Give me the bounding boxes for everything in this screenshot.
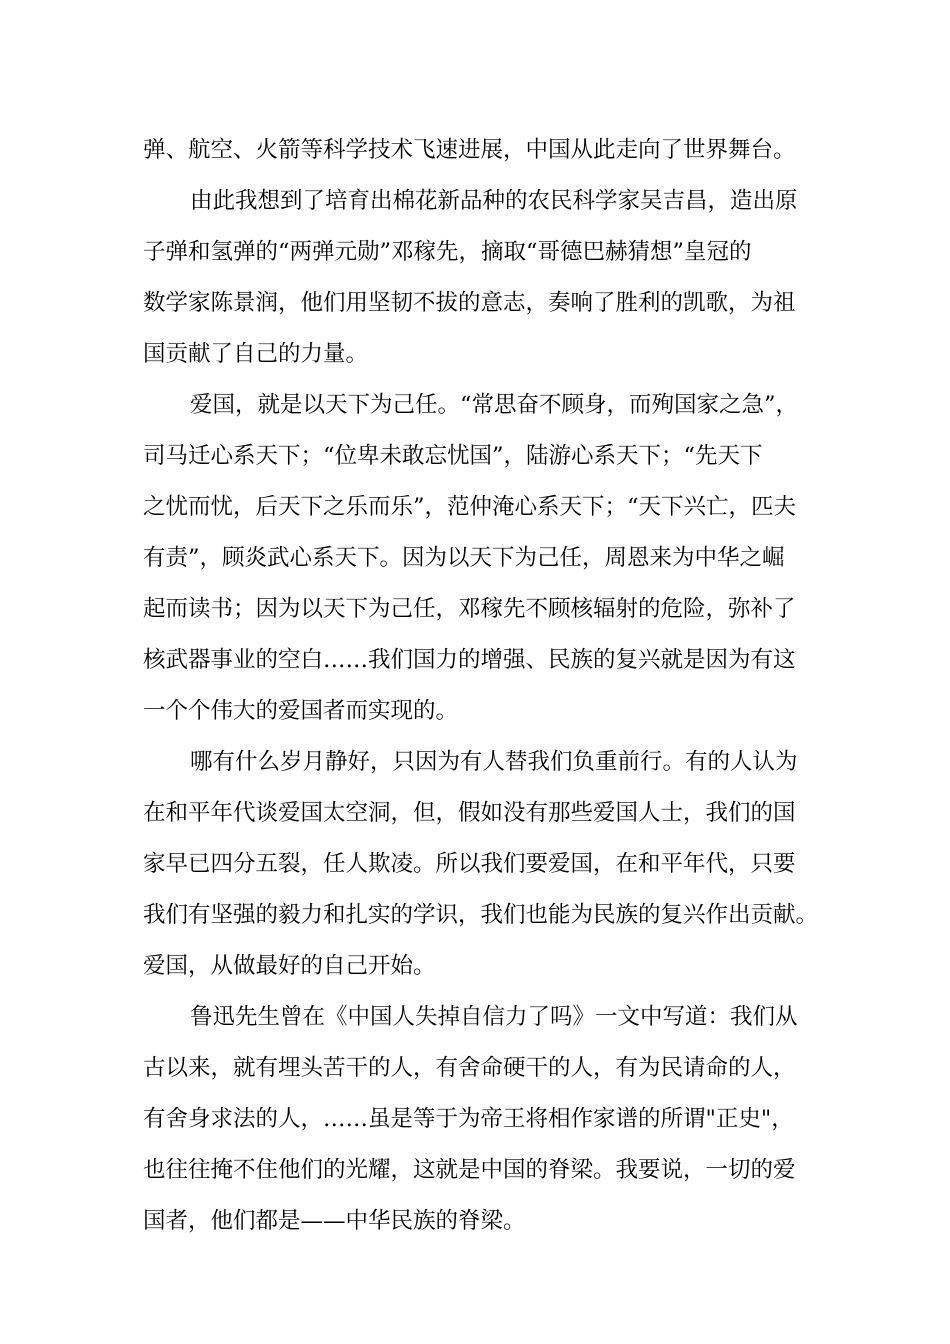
text-line-6: 爱国，就是以天下为己任。“常思奋不顾身，而殉国家之急”， <box>190 392 799 418</box>
text-line-11: 核武器事业的空白……我们国力的增强、民族的复兴就是因为有这 <box>143 647 796 673</box>
text-line-15: 家早已四分五裂，任人欺凌。所以我们要爱国，在和平年代，只要 <box>143 851 796 877</box>
text-line-7: 司马迁心系天下；“位卑未敢忘忧国”，陆游心系天下；“先天下 <box>143 443 763 469</box>
text-line-1: 弹、航空、火箭等科学技术飞速进展，中国从此走向了世界舞台。 <box>143 137 796 163</box>
text-line-17: 爱国，从做最好的自己开始。 <box>143 953 436 979</box>
text-line-2: 由此我想到了培育出棉花新品种的农民科学家吴吉昌，造出原 <box>190 188 798 214</box>
text-line-22: 国者，他们都是——中华民族的脊梁。 <box>143 1208 526 1234</box>
text-line-5: 国贡献了自己的力量。 <box>143 341 369 367</box>
text-line-4: 数学家陈景润，他们用坚韧不拔的意志，奏响了胜利的凯歌，为祖 <box>143 290 796 316</box>
text-line-20: 有舍身求法的人，……虽是等于为帝王将相作家谱的所谓"正史"， <box>143 1106 794 1132</box>
text-line-13: 哪有什么岁月静好，只因为有人替我们负重前行。有的人认为 <box>190 749 798 775</box>
text-line-3: 子弹和氢弹的“两弹元勋”邓稼先，摘取“哥德巴赫猜想”皇冠的 <box>143 239 752 265</box>
text-line-19: 古以来，就有埋头苦干的人，有舍命硬干的人，有为民请命的人， <box>143 1055 796 1081</box>
text-line-14: 在和平年代谈爱国太空洞，但，假如没有那些爱国人士，我们的国 <box>143 800 796 826</box>
text-line-9: 有责”，顾炎武心系天下。因为以天下为己任，周恩来为中华之崛 <box>143 545 785 571</box>
text-line-18: 鲁迅先生曾在《中国人失掉自信力了吗》一文中写道：我们从 <box>190 1004 798 1030</box>
text-line-12: 一个个伟大的爱国者而实现的。 <box>143 698 459 724</box>
text-line-10: 起而读书；因为以天下为己任，邓稼先不顾核辐射的危险，弥补了 <box>143 596 796 622</box>
text-line-16: 我们有坚强的毅力和扎实的学识，我们也能为民族的复兴作出贡献。 <box>143 902 819 928</box>
text-line-21: 也往往掩不住他们的光耀，这就是中国的脊梁。我要说，一切的爱 <box>143 1157 796 1183</box>
text-line-8: 之忧而忧，后天下之乐而乐”，范仲淹心系天下；“天下兴亡，匹夫 <box>143 494 797 520</box>
